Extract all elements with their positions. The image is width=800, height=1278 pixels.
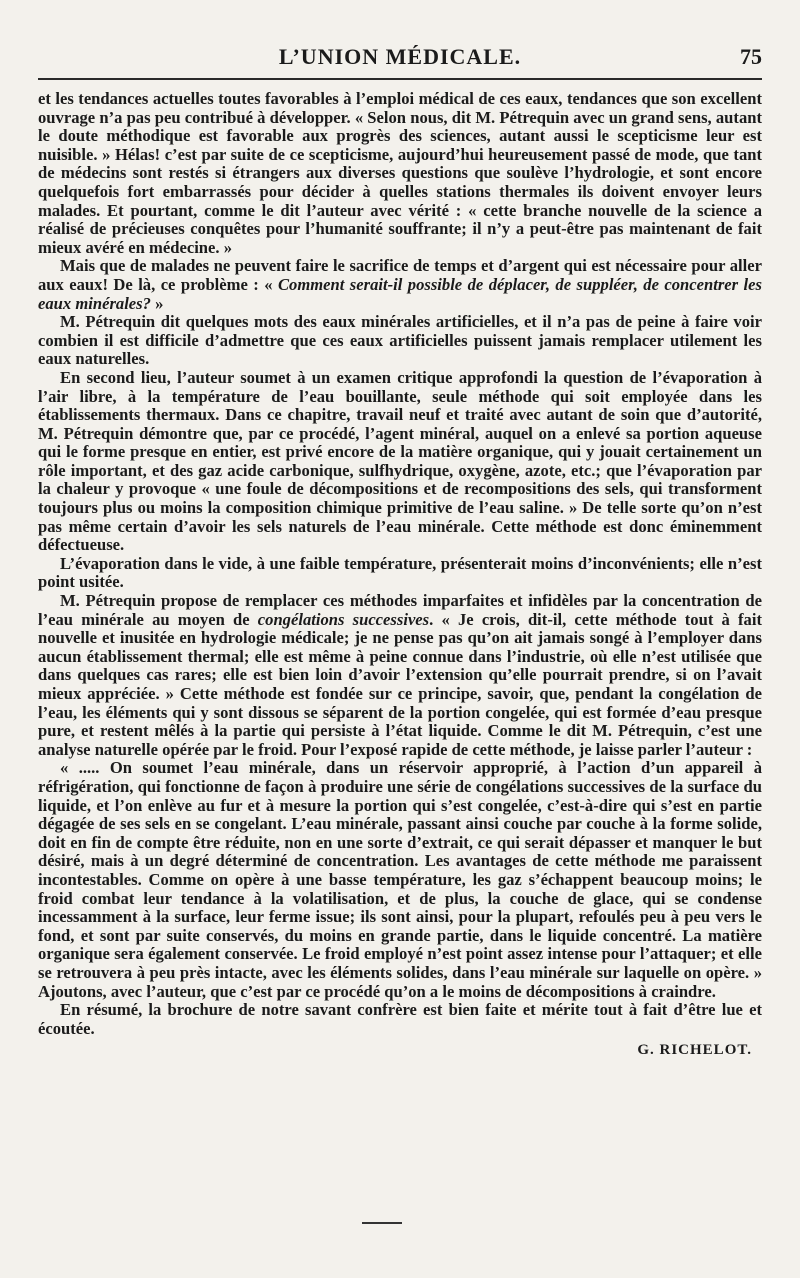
italic-term: congélations successives — [257, 609, 430, 629]
paragraph-5: L’évaporation dans le vide, à une faible température, présenterait moins d’inconvénients; elle n’est point usitée. — [38, 553, 762, 592]
paragraph-8: En résumé, la brochure de notre savant confrère est bien faite et mérite tout à fait d’être lue et écoutée. — [38, 1000, 762, 1038]
paragraph-2: Mais que de malades ne peuvent faire le sacrifice de temps et d’argent qui est nécessaire pour aller aux eaux! De là, ce problème : « Comment serait-il possible de déplacer, de suppléer, de concentrer les eaux minérales? » — [38, 256, 762, 313]
paragraph-7: « ..... On soumet l’eau minérale, dans un réservoir approprié, à l’action d’un appareil à réfrigération, qui fonctionne de façon à produire une série de congélations successives de la surface du liquide, et l’on enlève au fur et à mesure la portion qui s’est congelée, c’est-à-dire qui s’est en partie dégagée de ses sels en se congelant. L’eau minérale, passant ainsi couche par couche à la forme solide, doit en fin de compte être réduite, non en une sorte d’extrait, ce qui serait dépasser et manquer le but désiré, mais à un degré déterminé de concentration. Les avantages de cette méthode me paraissent incontestables. Comme on opère à une basse température, les gaz s’échappent beaucoup moins; le froid combat leur tendance à la volatilisation, et de plus, la couche de glace, qui se condense incessamment à la surface, leur ferme issue; ils sont ainsi, pour la plupart, refoulés peu à peu vers le fond, et sont par suite conservés, du moins en grande partie, dans le liquide concentré. La matière organique sera également conservée. Le froid employé n’est point assez intense pour l’attaquer; et elle se retrouvera à peu près intacte, avec les éléments solides, dans l’eau minérale sur laquelle on opère. » Ajoutons, avec l’auteur, que c’est par ce procédé qu’on a le moins de décompositions à craindre. — [38, 758, 762, 1001]
paragraph-1: et les tendances actuelles toutes favorables à l’emploi médical de ces eaux, tendances que son excellent ouvrage n’a pas peu contribué à développer. « Selon nous, dit M. Pétrequin avec un grand sens, autant le doute méthodique est favorable aux progrès des sciences, autant aussi le scepticisme leur est nuisible. » Hélas! c’est par suite de ce scepticisme, aujourd’hui heureusement passé de mode, que tant de médecins sont restés si étrangers aux diverses questions que soulève l’hydrologie, et sont encore quelquefois fort embarrassés pour décider à quelles stations thermales ils doivent envoyer leurs malades. Et pourtant, comme le dit l’auteur avec vérité : « cette branche nouvelle de la science a réalisé de précieuses conquêtes pour l’humanité souffrante; il n’y a peut-être pas maintenant de fait mieux avéré en médecine. » — [38, 89, 762, 257]
paragraph-6: M. Pétrequin propose de remplacer ces méthodes imparfaites et infidèles par la concentration de l’eau minérale au moyen de congélations successives. « Je crois, dit-il, cette méthode tout à fait nouvelle et inusitée en hydrologie médicale; je ne pense pas qu’on ait jamais songé à l’employer dans aucun établissement thermal; elle est même à peine connue dans l’industrie, où elle n’est utilisée que dans quelques cas rares; elle est bien loin d’avoir l’extension qu’elle pourrait prendre, si on l’avait mieux appréciée. » Cette méthode est fondée sur ce principe, savoir, que, pendant la congélation de l’eau, les éléments qui y sont dissous se séparent de la portion congelée, qui est formée d’eau presque pure, et restent mêlés à la partie qui persiste à l’état liquide. Comme le dit M. Pétrequin, c’est une analyse naturelle opérée par le froid. Pour l’exposé rapide de cette méthode, je laisse parler l’auteur : — [38, 591, 762, 759]
italic-question: Comment serait-il possible de déplacer, de suppléer, de concentrer les eaux minérales? — [38, 274, 762, 313]
paragraph-3: M. Pétrequin dit quelques mots des eaux minérales artificielles, et il n’a pas de peine à faire voir combien il est difficile d’admettre que ces eaux artificielles puissent jamais remplacer utilement les eaux naturelles. — [38, 312, 762, 369]
page-header — [38, 40, 762, 74]
footer-rule — [362, 1222, 402, 1224]
paragraph-4: En second lieu, l’auteur soumet à un examen critique approfondi la question de l’évaporation à l’air libre, à la température de l’eau bouillante, seule méthode qui soit employée dans les établissements thermaux. Dans ce chapitre, travail neuf et traité avec autant de soin que d’autorité, M. Pétrequin démontre que, par ce procédé, l’agent minéral, auquel on a enlevé sa portion aqueuse qui le forme presque en entier, est privé encore de la matière organique, qui y jouait certainement un rôle important, et des gaz acide carbonique, sulfhydrique, oxygène, azote, etc.; que l’évaporation par la chaleur y provoque « une foule de décompositions et de recompositions des sels, qui transforment toujours plus ou moins la composition chimique primitive de l’eau saline. » De telle sorte qu’on n’est pas même certain d’avoir les sels naturels de l’eau minérale. Cette méthode est donc éminemment défectueuse. — [38, 367, 762, 555]
article-body — [38, 90, 762, 1038]
document-page — [38, 40, 762, 1059]
author-signature: G. RICHELOT. — [637, 1042, 752, 1059]
page-number: 75 — [740, 44, 762, 69]
journal-title: L’UNION MÉDICALE. — [278, 44, 522, 69]
header-rule — [38, 78, 762, 80]
